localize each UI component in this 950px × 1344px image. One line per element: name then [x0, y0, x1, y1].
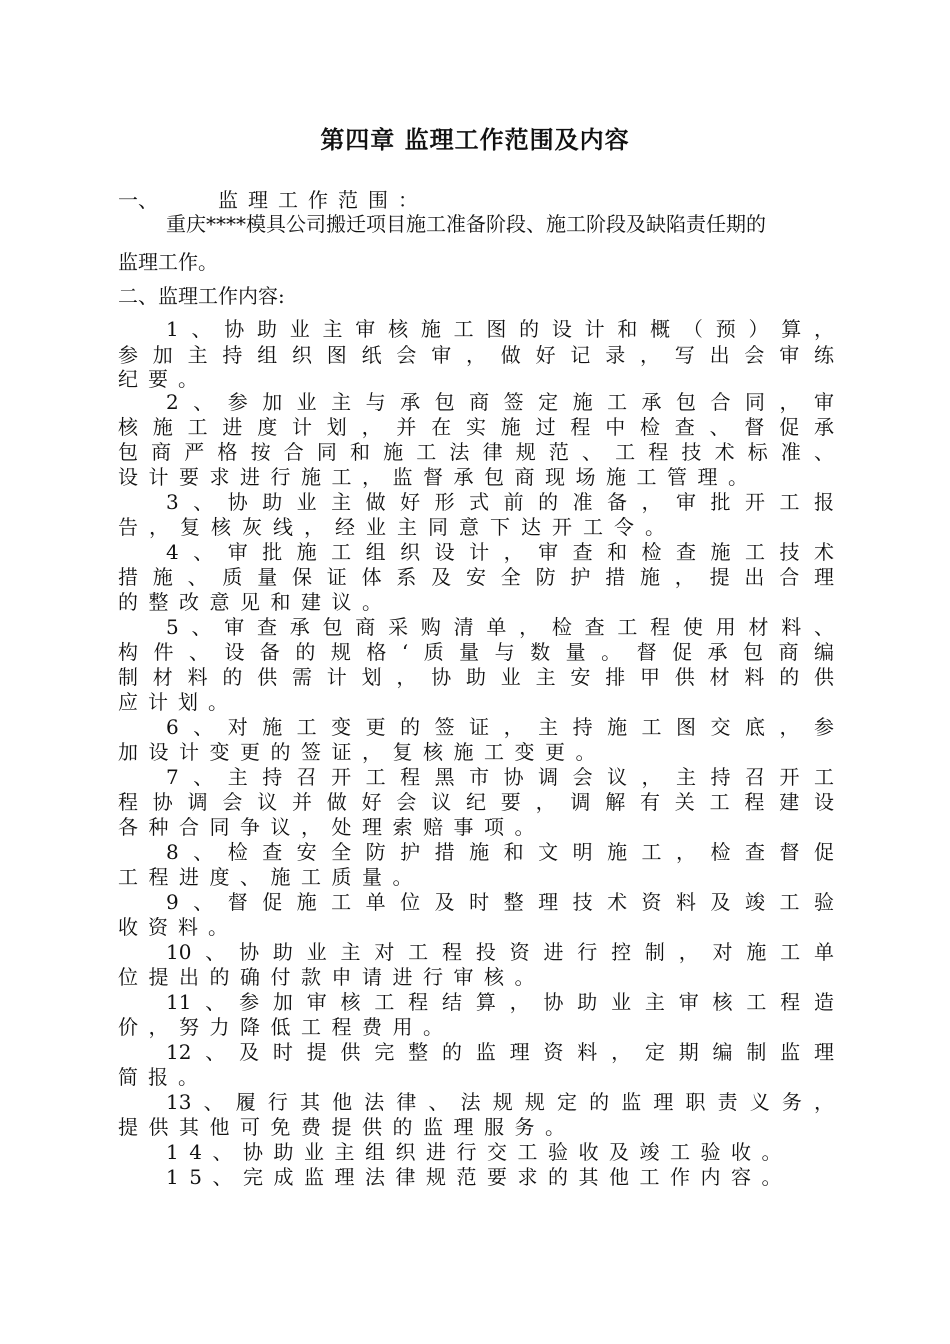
section-1-body-line-2: 监理工作。 — [118, 250, 218, 274]
item-12-line-2: 简报。 — [118, 1065, 208, 1089]
item-4-line-3: 的整改意见和建议。 — [118, 590, 393, 614]
item-5-line-4: 应计划。 — [118, 690, 238, 714]
item-9-line-1: 9、督促施工单位及时整理技术资料及竣工验 — [166, 890, 834, 914]
item-2-line-4: 设计要求进行施工，监督承包商现场施工管理。 — [118, 465, 759, 489]
item-11-line-1: 11、参加审核工程结算，协助业主审核工程造 — [166, 990, 834, 1014]
item-6-line-2: 加设计变更的签证，复核施工变更。 — [118, 740, 606, 764]
item-3-line-1: 3、协助业主做好形式前的准备，审批开工报 — [166, 490, 834, 514]
item-12-line-1: 12、及时提供完整的监理资料，定期编制监理 — [166, 1040, 834, 1064]
item-4-line-1: 4、审批施工组织设计，审查和检查施工技术 — [166, 540, 834, 564]
item-8-line-2: 工程进度、施工质量。 — [118, 865, 423, 889]
item-3-line-2: 告，复核灰线，经业主同意下达开工令。 — [118, 515, 676, 539]
item-13-line-1: 13、履行其他法律、法规规定的监理职责义务， — [166, 1090, 834, 1114]
item-10-line-2: 位提出的确付款申请进行审核。 — [118, 965, 545, 989]
item-7-line-2: 程协调会议并做好会议纪要，调解有关工程建设 — [118, 790, 834, 814]
item-6-line-1: 6、对施工变更的签证，主持施工图交底，参 — [166, 715, 834, 739]
item-2-line-3: 包商严格按合同和施工法律规范、工程技术标准、 — [118, 440, 834, 464]
item-2-line-2: 核施工进度计划，并在实施过程中检查、督促承 — [118, 415, 834, 439]
item-5-line-2: 构件、设备的规格‘质量与数量。督促承包商编 — [118, 640, 834, 664]
item-15-line-1: 15、完成监理法律规范要求的其他工作内容。 — [166, 1165, 792, 1189]
section-1-number: 一、 — [118, 188, 158, 212]
item-7-line-1: 7、主持召开工程黑市协调会议，主持召开工 — [166, 765, 834, 789]
item-14-line-1: 14、协助业主组织进行交工验收及竣工验收。 — [166, 1140, 792, 1164]
item-4-line-2: 措施、质量保证体系及安全防护措施，提出合理 — [118, 565, 834, 589]
item-1-line-1: 1、协助业主审核施工图的设计和概（预）算， — [166, 317, 834, 341]
item-5-line-3: 制材料的供需计划，协助业主安排甲供材料的供 — [118, 665, 834, 689]
page-title: 第四章 监理工作范围及内容 — [320, 125, 630, 154]
item-13-line-2: 提供其他可免费提供的监理服务。 — [118, 1115, 576, 1139]
item-10-line-1: 10、协助业主对工程投资进行控制，对施工单 — [166, 940, 834, 964]
item-2-line-1: 2、参加业主与承包商签定施工承包合同，审 — [166, 390, 834, 414]
item-11-line-2: 价，努力降低工程费用。 — [118, 1015, 454, 1039]
item-1-line-2: 参加主持组织图纸会审，做好记录，写出会审练 — [118, 343, 834, 367]
section-1-heading — [118, 187, 438, 213]
section-1-body-line-1: 重庆****模具公司搬迁项目施工准备阶段、施工阶段及缺陷责任期的 — [166, 212, 766, 236]
item-8-line-1: 8、检查安全防护措施和文明施工，检查督促 — [166, 840, 834, 864]
item-1-line-3: 纪要。 — [118, 367, 208, 391]
section-2-heading: 二、监理工作内容: — [118, 284, 285, 308]
section-1-title: 监理工作范围： — [218, 188, 428, 212]
item-7-line-3: 各种合同争议，处理索赔事项。 — [118, 815, 545, 839]
item-9-line-2: 收资料。 — [118, 915, 238, 939]
item-5-line-1: 5、审查承包商采购清单，检查工程使用材料、 — [166, 615, 834, 639]
